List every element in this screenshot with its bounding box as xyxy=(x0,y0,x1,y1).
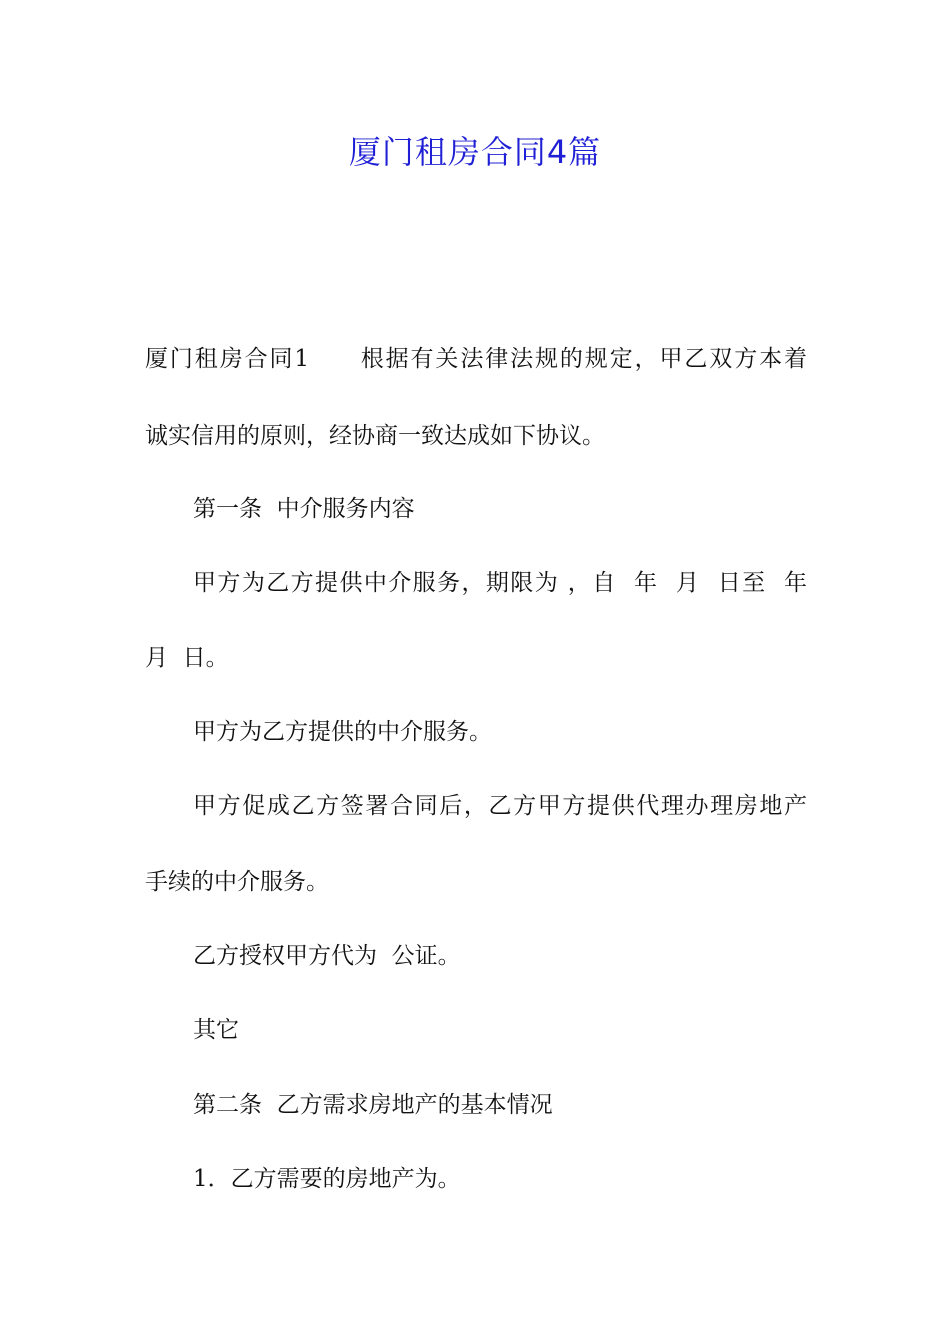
list-item: 1．乙方需要的房地产为。 xyxy=(193,1166,461,1192)
paragraph-line: 月 日。 xyxy=(145,645,229,671)
paragraph-line: 乙方授权甲方代为 公证。 xyxy=(193,943,461,969)
paragraph-line: 厦门租房合同1 根据有关法律法规的规定，甲乙双方本着 xyxy=(145,346,807,372)
section-heading: 第二条 乙方需求房地产的基本情况 xyxy=(193,1092,553,1118)
paragraph-line: 手续的中介服务。 xyxy=(145,869,329,895)
paragraph-line: 甲方为乙方提供的中介服务。 xyxy=(193,719,492,745)
document-title: 厦门租房合同4篇 xyxy=(348,133,602,171)
paragraph-line: 甲方促成乙方签署合同后，乙方甲方提供代理办理房地产 xyxy=(193,793,807,819)
paragraph-line: 其它 xyxy=(193,1017,239,1043)
paragraph-line: 诚实信用的原则，经协商一致达成如下协议。 xyxy=(145,423,605,449)
paragraph-line: 甲方为乙方提供中介服务，期限为 ，自 年 月 日至 年 xyxy=(193,570,807,596)
section-heading: 第一条 中介服务内容 xyxy=(193,496,415,522)
